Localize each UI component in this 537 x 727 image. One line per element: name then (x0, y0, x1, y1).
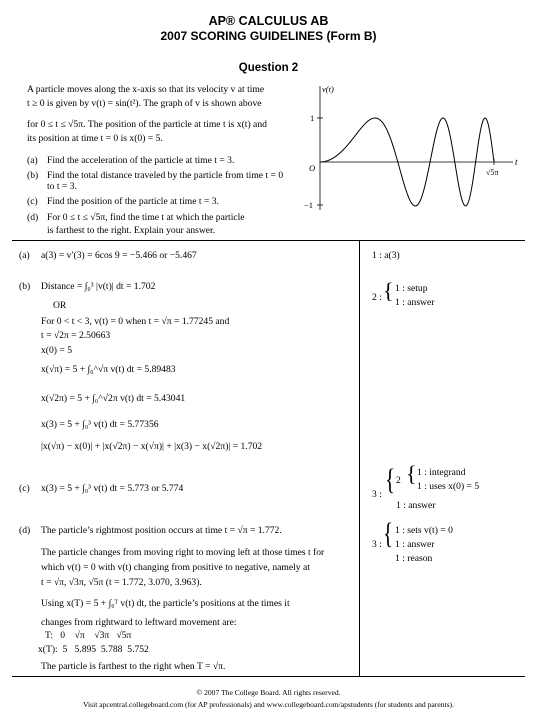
part-text: For 0 ≤ t ≤ √5π, find the time t at which the particle (47, 212, 245, 223)
solution-b-line: x(3) = 5 + ∫₀³ v(t) dt = 5.77356 (41, 419, 159, 430)
score-d-item: 1 : sets v(t) = 0 (395, 525, 453, 536)
solution-d-line: changes from rightward to leftward movement are: (41, 617, 237, 628)
score-c-total: 3 : (372, 489, 382, 500)
tick-label-x-end: √5π (486, 168, 499, 177)
score-c-answer: 1 : answer (396, 500, 436, 511)
part-text: to t = 3. (47, 181, 77, 192)
table-bottom-rule (12, 676, 525, 677)
part-text: is farthest to the right. Explain your answer. (47, 225, 216, 236)
solution-d-line: The particle is farthest to the right when T = √π. (41, 661, 226, 672)
solution-d-line: The particle changes from moving right to moving left at those times t for (41, 547, 325, 558)
solution-b-line: |x(√π) − x(0)| + |x(√2π) − x(√π)| + |x(3) − x(√2π)| = 1.702 (41, 441, 263, 452)
y-axis-label: v(t) (322, 84, 334, 94)
solution-b-line: t = √2π = 2.50663 (41, 330, 111, 341)
score-b-item: 1 : setup (395, 283, 428, 294)
solution-d-line: x(T): 5 5.895 5.788 5.752 (38, 644, 149, 655)
table-top-rule (12, 240, 525, 241)
page-subtitle: 2007 SCORING GUIDELINES (Form B) (160, 29, 377, 43)
solution-b-line: Distance = ∫₀³ |v(t)| dt = 1.702 (41, 281, 156, 292)
solution-c-text: x(3) = 5 + ∫₀³ v(t) dt = 5.773 or 5.774 (41, 483, 184, 494)
solution-d-line: which v(t) = 0 with v(t) changing from positive to negative, namely at (41, 562, 310, 573)
intro-line: A particle moves along the x-axis so that its velocity v at time (27, 84, 265, 95)
part-text: Find the acceleration of the particle at time t = 3. (47, 155, 235, 166)
origin-label: O (309, 163, 316, 173)
brace-icon: { (383, 517, 394, 550)
score-c-inner-item: 1 : uses x(0) = 5 (417, 481, 480, 492)
solution-d-line: t = √π, √3π, √5π (t = 1.772, 3.070, 3.963). (41, 577, 202, 588)
solution-d-line: T: 0 √π √3π √5π (45, 630, 132, 641)
part-text: Find the total distance traveled by the particle from time t = 0 (47, 170, 284, 181)
score-d-item: 1 : answer (395, 539, 435, 550)
part-label: (c) (27, 196, 38, 207)
score-d-item: 1 : reason (395, 553, 433, 564)
part-label: (d) (27, 212, 39, 223)
solution-b-line: OR (53, 300, 67, 311)
x-axis-label: t (515, 157, 518, 167)
part-label: (b) (27, 170, 39, 181)
part-label: (a) (27, 155, 38, 166)
solution-b-label: (b) (19, 281, 31, 292)
solution-a-label: (a) (19, 250, 30, 261)
score-d-total: 3 : (372, 539, 382, 550)
velocity-graph (298, 82, 526, 217)
solution-b-line: x(0) = 5 (41, 345, 72, 356)
solution-b-line: x(√2π) = 5 + ∫₀^√2π v(t) dt = 5.43041 (41, 393, 186, 404)
brace-icon: { (385, 463, 396, 496)
score-a: 1 : a(3) (372, 250, 400, 261)
brace-icon: { (383, 278, 394, 303)
footer-link-line: Visit apcentral.collegeboard.com (for AP professionals) and www.collegeboard.com/apstudents (for students and parents). (83, 700, 454, 709)
solution-d-line: The particle’s rightmost position occurs at time t = √π = 1.772. (41, 525, 282, 536)
intro-line: its position at time t = 0 is x(0) = 5. (27, 133, 163, 144)
score-c-inner-item: 1 : integrand (417, 467, 466, 478)
solution-b-line: x(√π) = 5 + ∫₀^√π v(t) dt = 5.89483 (41, 364, 176, 375)
question-heading: Question 2 (238, 62, 299, 74)
score-c-inner-total: 2 (396, 475, 401, 486)
brace-icon: { (406, 461, 417, 486)
solution-b-line: For 0 < t < 3, v(t) = 0 when t = √π = 1.77245 and (41, 316, 230, 327)
part-text: Find the position of the particle at time t = 3. (47, 196, 219, 207)
solution-d-line: Using x(T) = 5 + ∫₀ᵀ v(t) dt, the particle’s positions at the times it (41, 598, 290, 609)
footer-copyright: © 2007 The College Board. All rights reserved. (196, 688, 341, 697)
tick-label-y-bottom: −1 (304, 200, 314, 210)
intro-line: for 0 ≤ t ≤ √5π. The position of the particle at time t is x(t) and (27, 119, 267, 130)
tick-label-y-top: 1 (310, 113, 315, 123)
solution-a-text: a(3) = v′(3) = 6cos 9 = −5.466 or −5.467 (41, 250, 197, 261)
page-title: AP® CALCULUS AB (208, 14, 329, 28)
intro-line: t ≥ 0 is given by v(t) = sin(t²). The graph of v is shown above (27, 98, 262, 109)
solution-c-label: (c) (19, 483, 30, 494)
score-b-total: 2 : (372, 292, 382, 303)
table-divider (359, 240, 360, 676)
score-b-item: 1 : answer (395, 297, 435, 308)
solution-d-label: (d) (19, 525, 31, 536)
